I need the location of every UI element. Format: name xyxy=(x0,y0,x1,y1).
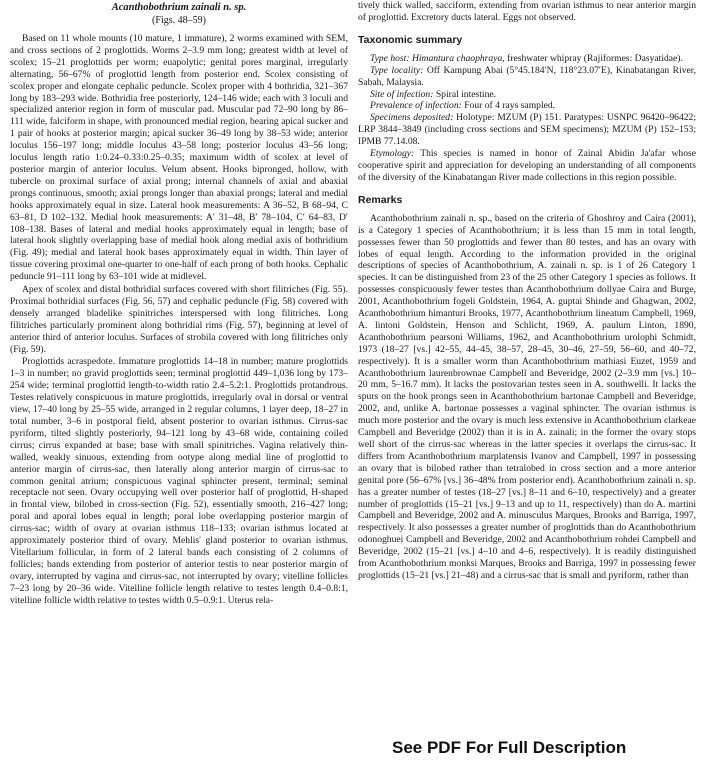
taxonomic-summary xyxy=(358,53,696,184)
taxonomic-summary-heading: Taxonomic summary xyxy=(358,33,463,46)
see-pdf-overlay: See PDF For Full Description xyxy=(388,734,686,762)
prevalence-value: Four of 4 rays sampled. xyxy=(461,100,556,112)
description-continuation: tively thick walled, sacciform, extending from ovarian isthmus to near anterior margin of proglottid. Excretory ducts lateral. Eggs not observed. xyxy=(358,0,696,23)
description-paragraph-3: Proglottids acraspedote. Immature proglottids 14–18 in number; mature proglottids 1–3 in number; no gravid proglottids seen; terminal proglottid 449–1,036 long by 173–254 wide; terminal proglottid length-to-width ratio 2.4–5.2:1. Proglottids protandrous. Testes relatively conspicuous in mature proglottids, irregularly oval in dorsal or ventral view, 17–40 long by 25–55 wide, arranged in 2 regular columns, 1 layer deep, 18–27 in total number, 3–6 in postporal field, absent posterior to ovarian isthmus. Cirrus-sac pyriform, tilted slightly posteriorly, 94–121 long by 43–68 wide, containing coiled cirrus; cirrus expanded at base; base with small spinitriches. Vagina relatively thin-walled, weakly sinuous, extending from ootype along medial line of proglottid to anterior margin of cirrus-sac, then laterally along anterior margin of cirrus-sac to common genital atrium; conspicuous vaginal sphincter present, terminal; seminal receptacle not seen. Ovary occupying well over posterior half of proglottid, H-shaped in frontal view, bilobed in cross-section (Fig. 52), essentially smooth, 216–427 long; poral and aporal lobes equal in length; poral lobe overlapping posterior margin of cirrus-sac; width of ovary at ovarian isthmus 118–133; ovarian isthmus located at approximately posterior third of ovary. Mehlis' gland posterior to ovarian isthmus. Vitellarium follicular, in form of 2 lateral bands each consisting of 2 columns of follicles; bands extending from posterior of anterior testis to near posterior margin of ovary, interrupted by vagina and cirrus-sac, not interrupted by ovary; vitelline follicles 7–23 long by 20–36 wide. Vitelline follicle length relative to testes length 0.4–0.8:1, vitelline follicle width relative to testes width 0.5–0.9:1. Uterus rela- xyxy=(10,356,348,606)
type-locality-value: Off Kampung Abai (5°45.184′N, 118°23.07′E), Kinabatangan River, Sabah, Malaysia. xyxy=(358,64,696,88)
species-title: Acanthobothrium zainali n. sp. xyxy=(111,2,247,13)
right-column xyxy=(358,0,696,778)
type-host-entry xyxy=(358,53,696,65)
prevalence-entry xyxy=(358,100,696,112)
description-paragraph-1: Based on 11 whole mounts (10 mature, 1 immature), 2 worms examined with SEM, and cross sections of 2 proglottids. Worms 2–3.9 mm long; greatest width at level of scolex; 15–21 proglottids per worm; euapolytic; genital pores marginal, irregularly alternating, 56–67% of proglottid length from posterior end. Scolex consisting of scolex proper and elongate cephalic peduncle. Scolex proper with 4 bothridia, 321–367 long by 183–293 wide. Bothridia free posteriorly, 124–146 wide; each with 3 loculi and specialized anterior region in form of muscular pad. Muscular pad 72–90 long by 86–111 wide, falciform in shape, with pronounced medial region, bearing apical sucker and 1 pair of hooks at posterior margin; apical sucker 36–49 long by 38–53 wide; anterior loculus 156–197 long; middle loculus 43–58 long; posterior loculus 43–56 long; loculus length ratio 1:0.24–0.33:0.25–0.35; maximum width of scolex at level of posterior margin of anterior loculus. Velum absent. Hooks bipronged, hollow, with tubercle on proximal surface of axial prong; internal channels of axial and abaxial prongs continuous, smooth; axial prongs longer than abaxial prongs; lateral and medial hooks approximately equal in size. Lateral hook measurements: A 36–52, B 68–94, C 63–81, D 102–132. Medial hook measurements: A′ 31–48, B′ 78–104, C′ 64–83, D′ 108–138. Bases of lateral and medial hooks approximately equal in length; base of lateral hook slightly overlapping base of medial hook along medial axis of bothridium (Fig. 49); medial and lateral hook bases approximately equal in width. Thin layer of tissue covering proximal one-quarter to one-half of each prong of both hooks. Cephalic peduncle 91–111 long by 63–101 wide at midlevel. xyxy=(10,33,348,283)
description-paragraph-2: Apex of scolex and distal bothridial surfaces covered with short filitriches (Fig. 55). Proximal bothridial surfaces (Fig. 56, 57) and cephalic peduncle (Fig. 58) covered with densely arranged bladelike spinitriches interspersed with long filitriches. Long filitriches particularly prominent along bothridial rims (Fig. 57), beginning at level of anterior third of anterior loculus. Surfaces of strobila covered with long filitriches only (Fig. 59). xyxy=(10,284,348,355)
type-locality-entry xyxy=(358,65,696,89)
site-label: Site of infection: xyxy=(370,88,434,100)
figure-reference: (Figs. 48–59) xyxy=(152,15,206,26)
specimens-value: Holotype: MZUM (P) 151. Paratypes: USNPC 96420–96422; LRP 3844–3849 (including cross sections and SEM specimens); MZUM (P) 152–153; IPMB 77.14.08. xyxy=(358,112,696,148)
prevalence-label: Prevalence of infection: xyxy=(370,100,462,112)
site-value: Spiral intestine. xyxy=(433,88,497,100)
remarks-heading: Remarks xyxy=(358,193,403,206)
etymology-value: This species is named in honor of Zainal Abidin Ja'afar whose cooperative spirit and appreciation for developing an understanding of all components of the diversity of the Kinabatangan River made collections in this region possible. xyxy=(358,148,696,183)
etymology-label: Etymology: xyxy=(370,148,415,160)
specimens-label: Specimens deposited: xyxy=(370,112,454,124)
left-column xyxy=(10,0,348,778)
etymology-entry xyxy=(358,148,696,184)
type-host-rest: , freshwater whipray (Rajiformes: Dasyatidae). xyxy=(502,52,683,64)
type-host-label: Type host: xyxy=(370,52,410,64)
site-entry xyxy=(358,89,696,101)
type-host-species: Himantura chaophraya xyxy=(411,52,503,64)
type-locality-label: Type locality: xyxy=(370,64,424,76)
specimens-entry xyxy=(358,112,696,148)
remarks-paragraph: Acanthobothrium zainali n. sp., based on the criteria of Ghoshroy and Caira (2001), is a Category 1 species of Acanthobothrium; it is less than 15 mm in total length, possesses fewer than 50 proglottids and fewer than 80 testes, and has an ovary with lobes of equal length. According to the information provided in the original descriptions of species of Acanthobothrium, A. zainali n. sp. is 1 of 26 Category 1 species. It can be distinguished from 23 of the 25 other Category 1 species as follows. It possesses conspicuously fewer testes than Acanthobothrium dollyae Caira and Burge, 2001, Acanthobothrium fogeli Goldstein, 1964, A. guptai Shinde and Ghagwan, 2002, Acanthobothrium himanturi Brooks, 1977, Acanthobothrium lineatum Campbell, 1969, A. lintoni Goldstein, Henson and Schlicht, 1969, A. paulum Linton, 1890, Acanthobothrium pearsoni Williams, 1962, and Acanthobothrium urolophi Schmidt, 1973 (18–27 [vs.] 42–55, 44–45, 38–57, 28–45, 30–46, 27–59, 56–60, and 40–72, respectively). It is a smaller worm than Acanthobothrium mathiasi Euzet, 1959 and Acanthobothrium laurenbrownae Campbell and Beveridge, 2002 (2–3.9 mm [vs.] 10–20 mm, 5–16.7 mm). It lacks the postovarian testes seen in A. southwelli. It lacks the spurs on the hook prongs seen in Acanthobothrium bartonae Campbell and Beveridge, 2002, and, unlike A. bartonae possesses a vaginal sphincter. The ovarian isthmus is much more posterior and the ovary is much less extensive in Acanthobothrium clarkeae Campbell and Beveridge (2002) than it is in A. zainali; in the former the ovary stops well short of the cirrus-sac whereas in the latter species it overlaps the cirrus-sac. It differs from Acanthobothrium marplatensis Ivanov and Campbell, 1997 in possessing an ovary that is bilobed rather than tetralobed in cross section and a more anterior genital pore (56–67% [vs.] 36–48% from posterior end). Acanthobothrium zainali n. sp. has a greater number of testes (18–27 [vs.] 8–11 and 6–10, respectively) and a greater number of proglottids (15–21 [vs.] 9–13 and up to 11, respectively) than do A. martini Campbell and Beveridge, 2002 and A. minusculus Marques, Brooks and Barriga, 1997, respectively. It also possesses a greater number of proglottids than do Acanthobothrium odonoghuei Campbell and Beveridge, 2002 and Acanthobothrium rohdei Campbell and Beveridge, 2002 (15–21 [vs.] 4–10 and 4–6, respectively). It is readily distinguished from Acanthobothrium monksi Marques, Brooks and Barriga, 1997 in possessing fewer proglottids (15–21 [vs.] 21–48) and a cirrus-sac that is small and pyriform, rather than xyxy=(358,212,696,581)
